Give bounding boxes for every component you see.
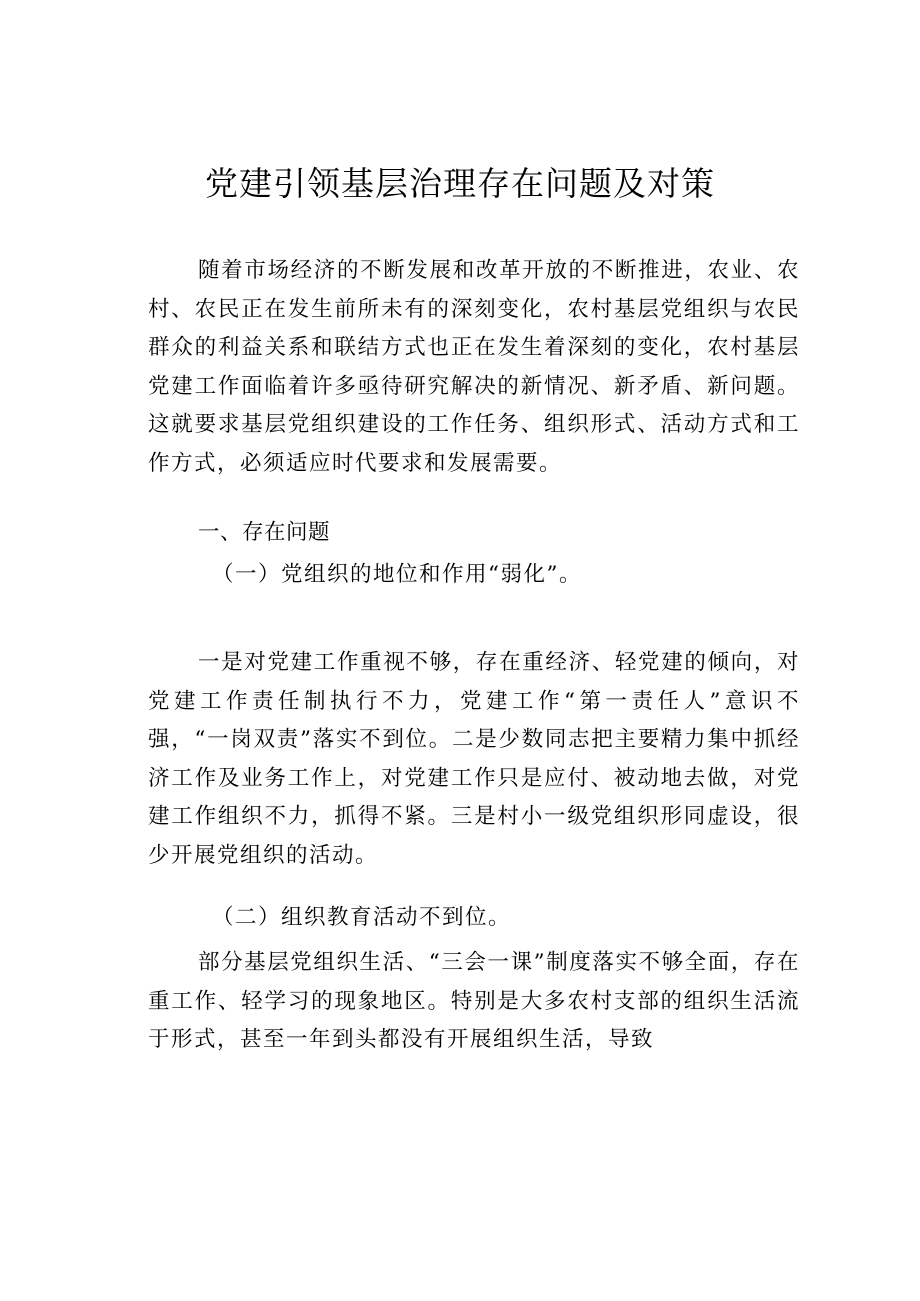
section-heading-problems: 一、存在问题 [198,520,331,545]
subsection-heading-2: （二）组织教育活动不到位。 [212,905,512,930]
subsection-heading-1: （一）党组织的地位和作用“弱化”。 [212,562,582,587]
subsection-1-paragraph: 一是对党建工作重视不够，存在重经济、轻党建的倾向，对党建工作责任制执行不力，党建工作“第一责任人”意识不强，“一岗双责”落实不到位。二是少数同志把主要精力集中抓经济工作及业务工作上，对党建工作只是应付、被动地去做，对党建工作组织不力，抓得不紧。三是村小一级党组织形同虚设，很少开展党组织的活动。 [148,650,800,868]
intro-paragraph: 随着市场经济的不断发展和改革开放的不断推进，农业、农村、农民正在发生前所未有的深刻变化，农村基层党组织与农民群众的利益关系和联结方式也正在发生着深刻的变化，农村基层党建工作面临着许多亟待研究解决的新情况、新矛盾、新问题。这就要求基层党组织建设的工作任务、组织形式、活动方式和工作方式，必须适应时代要求和发展需要。 [148,258,800,476]
subsection-2-paragraph: 部分基层党组织生活、“三会一课”制度落实不够全面，存在重工作、轻学习的现象地区。特别是大多农村支部的组织生活流于形式，甚至一年到头都没有开展组织生活，导致 [148,950,800,1053]
document-title: 党建引领基层治理存在问题及对策 [205,164,715,203]
